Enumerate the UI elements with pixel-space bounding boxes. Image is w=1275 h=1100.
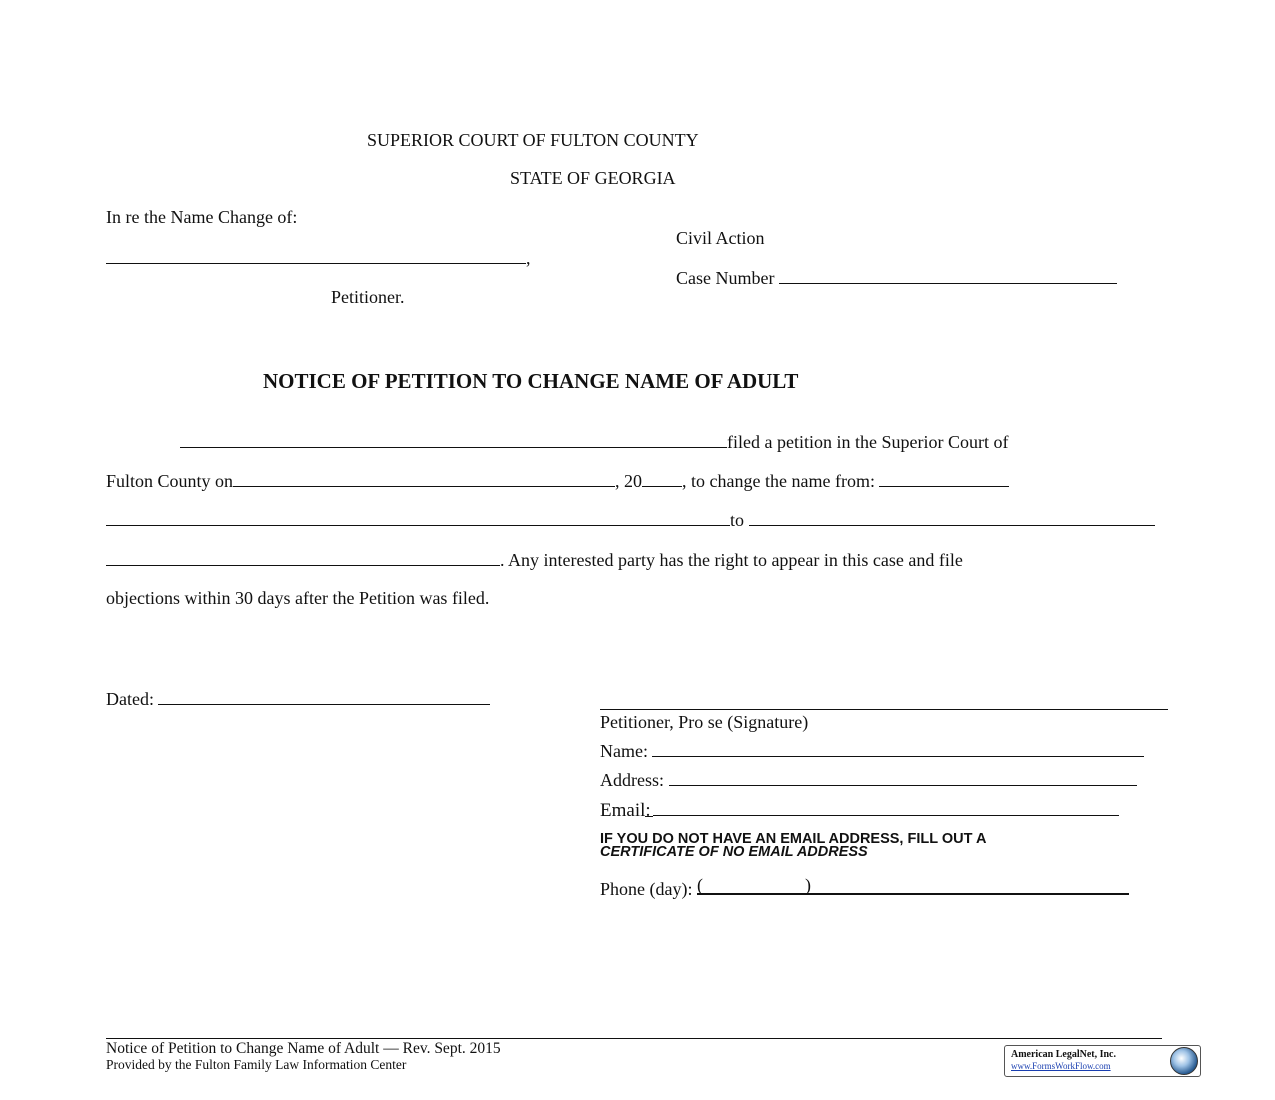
phone-field[interactable]	[697, 877, 1129, 895]
footer-provided-by: Provided by the Fulton Family Law Information Center	[106, 1057, 407, 1072]
court-name: SUPERIOR COURT OF FULTON COUNTY	[367, 130, 699, 150]
year-field[interactable]	[642, 472, 682, 487]
body-line-2	[106, 471, 1009, 492]
line4-text: . Any interested party has the right to appear in this case and file	[500, 550, 963, 570]
petitioner-name-line[interactable]	[106, 248, 531, 269]
new-name-field[interactable]	[106, 551, 500, 566]
email-label: Email	[600, 800, 646, 821]
line2-suffix: , to change the name from:	[682, 471, 875, 491]
no-email-certificate: CERTIFICATE OF NO EMAIL ADDRESS	[600, 844, 868, 860]
to-label: to	[730, 510, 745, 530]
line2-prefix: Fulton County on	[106, 471, 234, 491]
petitioner-fill-field[interactable]	[180, 433, 727, 448]
dated-label: Dated:	[106, 689, 154, 709]
footer-rule	[106, 1038, 1162, 1039]
name-row	[600, 741, 1144, 762]
case-number-row	[676, 268, 1117, 289]
dated-field[interactable]	[158, 690, 490, 705]
state-name: STATE OF GEORGIA	[510, 168, 676, 188]
old-name-field[interactable]	[106, 511, 730, 526]
case-number-label: Case Number	[676, 268, 775, 288]
petitioner-label: Petitioner.	[331, 287, 405, 307]
filing-date-field[interactable]	[233, 472, 615, 487]
logo-url-link[interactable]: www.FormsWorkFlow.com	[1011, 1061, 1111, 1071]
phone-label: Phone (day):	[600, 879, 693, 899]
old-name-field-start[interactable]	[879, 472, 1009, 487]
document-title: NOTICE OF PETITION TO CHANGE NAME OF ADULT	[263, 369, 799, 393]
address-row	[600, 770, 1137, 791]
phone-close-paren: )	[804, 875, 811, 895]
logo-company-name: American LegalNet, Inc.	[1011, 1049, 1116, 1060]
body-line-5: objections within 30 days after the Petition was filed.	[106, 588, 490, 608]
dated-row	[106, 689, 490, 710]
name-label: Name:	[600, 741, 648, 761]
globe-icon	[1170, 1047, 1198, 1075]
address-label: Address:	[600, 770, 664, 790]
name-field[interactable]	[652, 742, 1144, 757]
body-line-4	[106, 550, 963, 571]
phone-open-paren: (	[696, 875, 703, 895]
civil-action-label: Civil Action	[676, 228, 765, 248]
new-name-field-start[interactable]	[749, 511, 1155, 526]
email-colon: :	[645, 800, 653, 817]
year-prefix: , 20	[615, 471, 643, 491]
phone-row	[600, 877, 1129, 900]
signature-line[interactable]	[600, 709, 1168, 710]
email-row	[600, 799, 1119, 822]
no-email-notice: IF YOU DO NOT HAVE AN EMAIL ADDRESS, FILL OUT A	[600, 831, 987, 847]
in-re-label: In re the Name Change of:	[106, 207, 298, 227]
signature-caption: Petitioner, Pro se (Signature)	[600, 712, 809, 732]
comma: ,	[526, 248, 531, 268]
body-line-3	[106, 510, 1155, 531]
address-field[interactable]	[669, 771, 1137, 786]
email-field[interactable]	[653, 799, 1119, 816]
case-number-field[interactable]	[779, 269, 1117, 284]
body-line-1	[180, 432, 1008, 453]
footer-form-title: Notice of Petition to Change Name of Adult — Rev. Sept. 2015	[106, 1040, 501, 1057]
line1-text: filed a petition in the Superior Court of	[727, 432, 1009, 452]
american-legalnet-logo[interactable]	[1004, 1045, 1201, 1077]
